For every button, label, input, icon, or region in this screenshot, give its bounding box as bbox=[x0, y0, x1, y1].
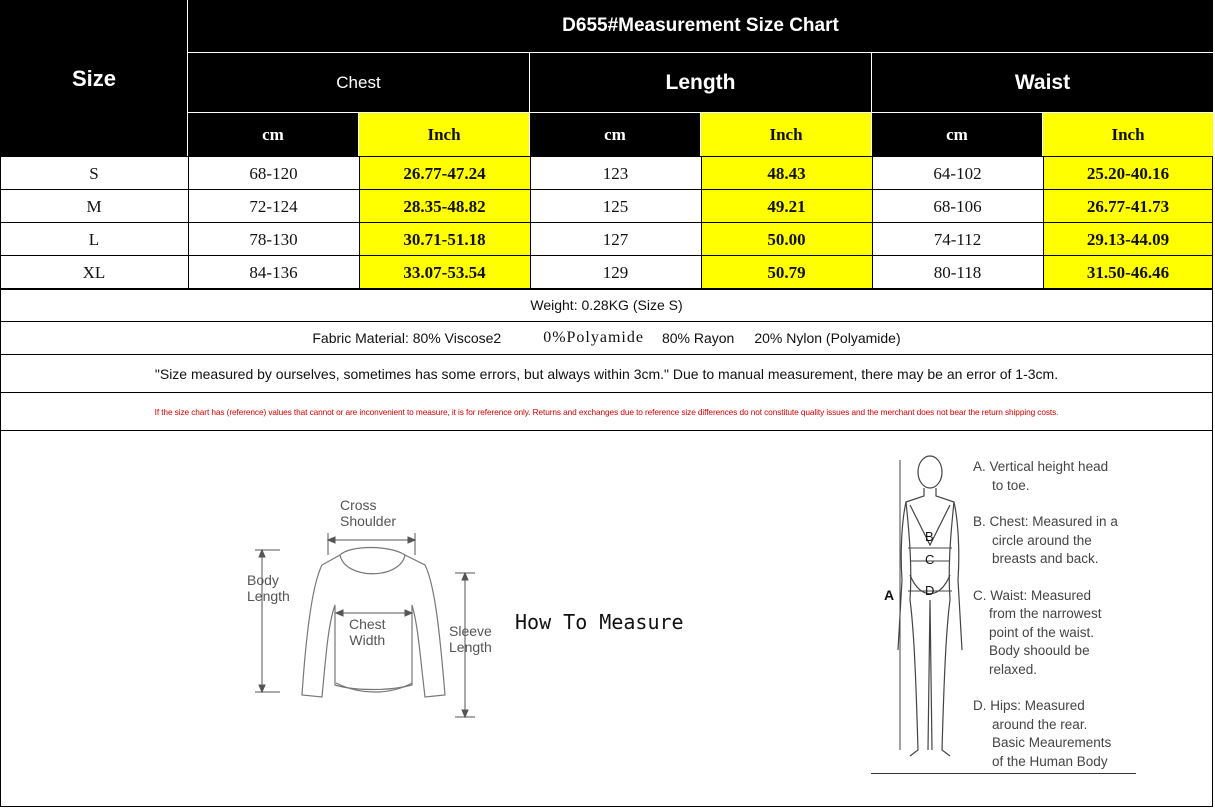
inch-value-cell: 50.79 bbox=[701, 256, 872, 289]
cm-value-cell: 129 bbox=[602, 262, 629, 282]
cm-value-cell: 72-124 bbox=[249, 196, 298, 216]
how-to-measure: How To Measure bbox=[515, 610, 684, 634]
cm-value-cell: 78-130 bbox=[249, 229, 298, 249]
size-cell: XL bbox=[82, 262, 106, 282]
label-chest-width: Chest Width bbox=[349, 616, 386, 648]
body-letter-c: C bbox=[925, 552, 935, 567]
body-notes-underline bbox=[871, 773, 1136, 774]
inch-value-cell: 49.21 bbox=[701, 190, 872, 223]
size-cell: S bbox=[89, 163, 99, 183]
fabric-part-3: 80% Rayon bbox=[661, 330, 735, 346]
body-figure bbox=[870, 450, 970, 775]
size-cell: M bbox=[86, 196, 102, 216]
inch-value-cell: 25.20-40.16 bbox=[1043, 157, 1213, 190]
unit-chest-cm: cm bbox=[188, 113, 358, 157]
label-body-length: Body Length bbox=[247, 572, 290, 604]
note-d: D. Hips: Measured around the rear. Basic Meaurements of the Human Body bbox=[973, 698, 1112, 769]
inch-value-cell: 28.35-48.82 bbox=[359, 190, 530, 223]
cm-value-cell: 74-112 bbox=[933, 229, 982, 249]
garment-diagram bbox=[240, 495, 510, 730]
note-c: C. Waist: Measured from the narrowest point of the waist. Body shoould be relaxed. bbox=[973, 587, 1102, 677]
cm-value-cell: 68-120 bbox=[249, 163, 298, 183]
garment-sketch bbox=[240, 495, 510, 730]
size-label: Size bbox=[71, 65, 117, 91]
fabric-part-1: Fabric Material: 80% Viscose2 bbox=[312, 330, 502, 346]
note-a: A. Vertical height head to toe. bbox=[973, 459, 1109, 493]
unit-length-cm: cm bbox=[530, 113, 700, 157]
note-b: B. Chest: Measured in a circle around the breasts and back. bbox=[973, 514, 1118, 566]
cm-value-cell: 123 bbox=[602, 163, 629, 183]
size-cell: L bbox=[88, 229, 100, 249]
cm-value-cell: 125 bbox=[602, 196, 629, 216]
weight-note: Weight: 0.28KG (Size S) bbox=[530, 297, 683, 313]
label-sleeve-length: Sleeve Length bbox=[449, 623, 492, 655]
label-cross-shoulder: Cross Shoulder bbox=[340, 497, 397, 529]
cm-value-cell: 80-118 bbox=[933, 262, 982, 282]
fabric-part-4: 20% Nylon (Polyamide) bbox=[754, 330, 901, 346]
cm-value-cell: 68-106 bbox=[933, 196, 982, 216]
inch-value-cell: 26.77-41.73 bbox=[1043, 190, 1213, 223]
inch-value-cell: 48.43 bbox=[701, 157, 872, 190]
inch-value-cell: 33.07-53.54 bbox=[359, 256, 530, 289]
body-letter-a: A bbox=[884, 587, 895, 603]
unit-chest-inch: Inch bbox=[359, 113, 529, 157]
body-letter-b: B bbox=[925, 529, 934, 544]
cm-value-cell: 84-136 bbox=[249, 262, 298, 282]
disclaimer-note: If the size chart has (reference) values that cannot or are inconvenient to measure, it is for reference only. Returns and exchanges due to reference size differences do not constitute quality issues and the merchant does not bear the return shipping costs. bbox=[154, 406, 1059, 417]
fabric-note bbox=[0, 322, 1213, 354]
unit-length-inch: Inch bbox=[701, 113, 871, 157]
inch-value-cell: 26.77-47.24 bbox=[359, 157, 530, 190]
inch-value-cell: 50.00 bbox=[701, 223, 872, 256]
inch-value-cell: 31.50-46.46 bbox=[1043, 256, 1213, 289]
body-letter-d: D bbox=[925, 583, 935, 598]
body-sketch bbox=[870, 450, 970, 775]
cm-value-cell: 127 bbox=[602, 229, 629, 249]
group-chest: Chest bbox=[188, 53, 529, 112]
table-title: D655#Measurement Size Chart bbox=[188, 0, 1213, 52]
fabric-part-2: 0%Polyamide bbox=[543, 329, 644, 346]
inch-value-cell: 30.71-51.18 bbox=[359, 223, 530, 256]
size-header bbox=[0, 0, 188, 157]
group-waist: Waist bbox=[872, 53, 1213, 112]
group-length: Length bbox=[530, 53, 871, 112]
cm-value-cell: 64-102 bbox=[933, 163, 982, 183]
inch-value-cell: 29.13-44.09 bbox=[1043, 223, 1213, 256]
unit-waist-cm: cm bbox=[872, 113, 1042, 157]
measure-note: "Size measured by ourselves, sometimes has some errors, but always within 3cm." Due to manual measurement, there may be an error of 1-3cm. bbox=[154, 365, 1059, 382]
body-notes bbox=[973, 458, 1173, 771]
unit-waist-inch: Inch bbox=[1043, 113, 1213, 157]
